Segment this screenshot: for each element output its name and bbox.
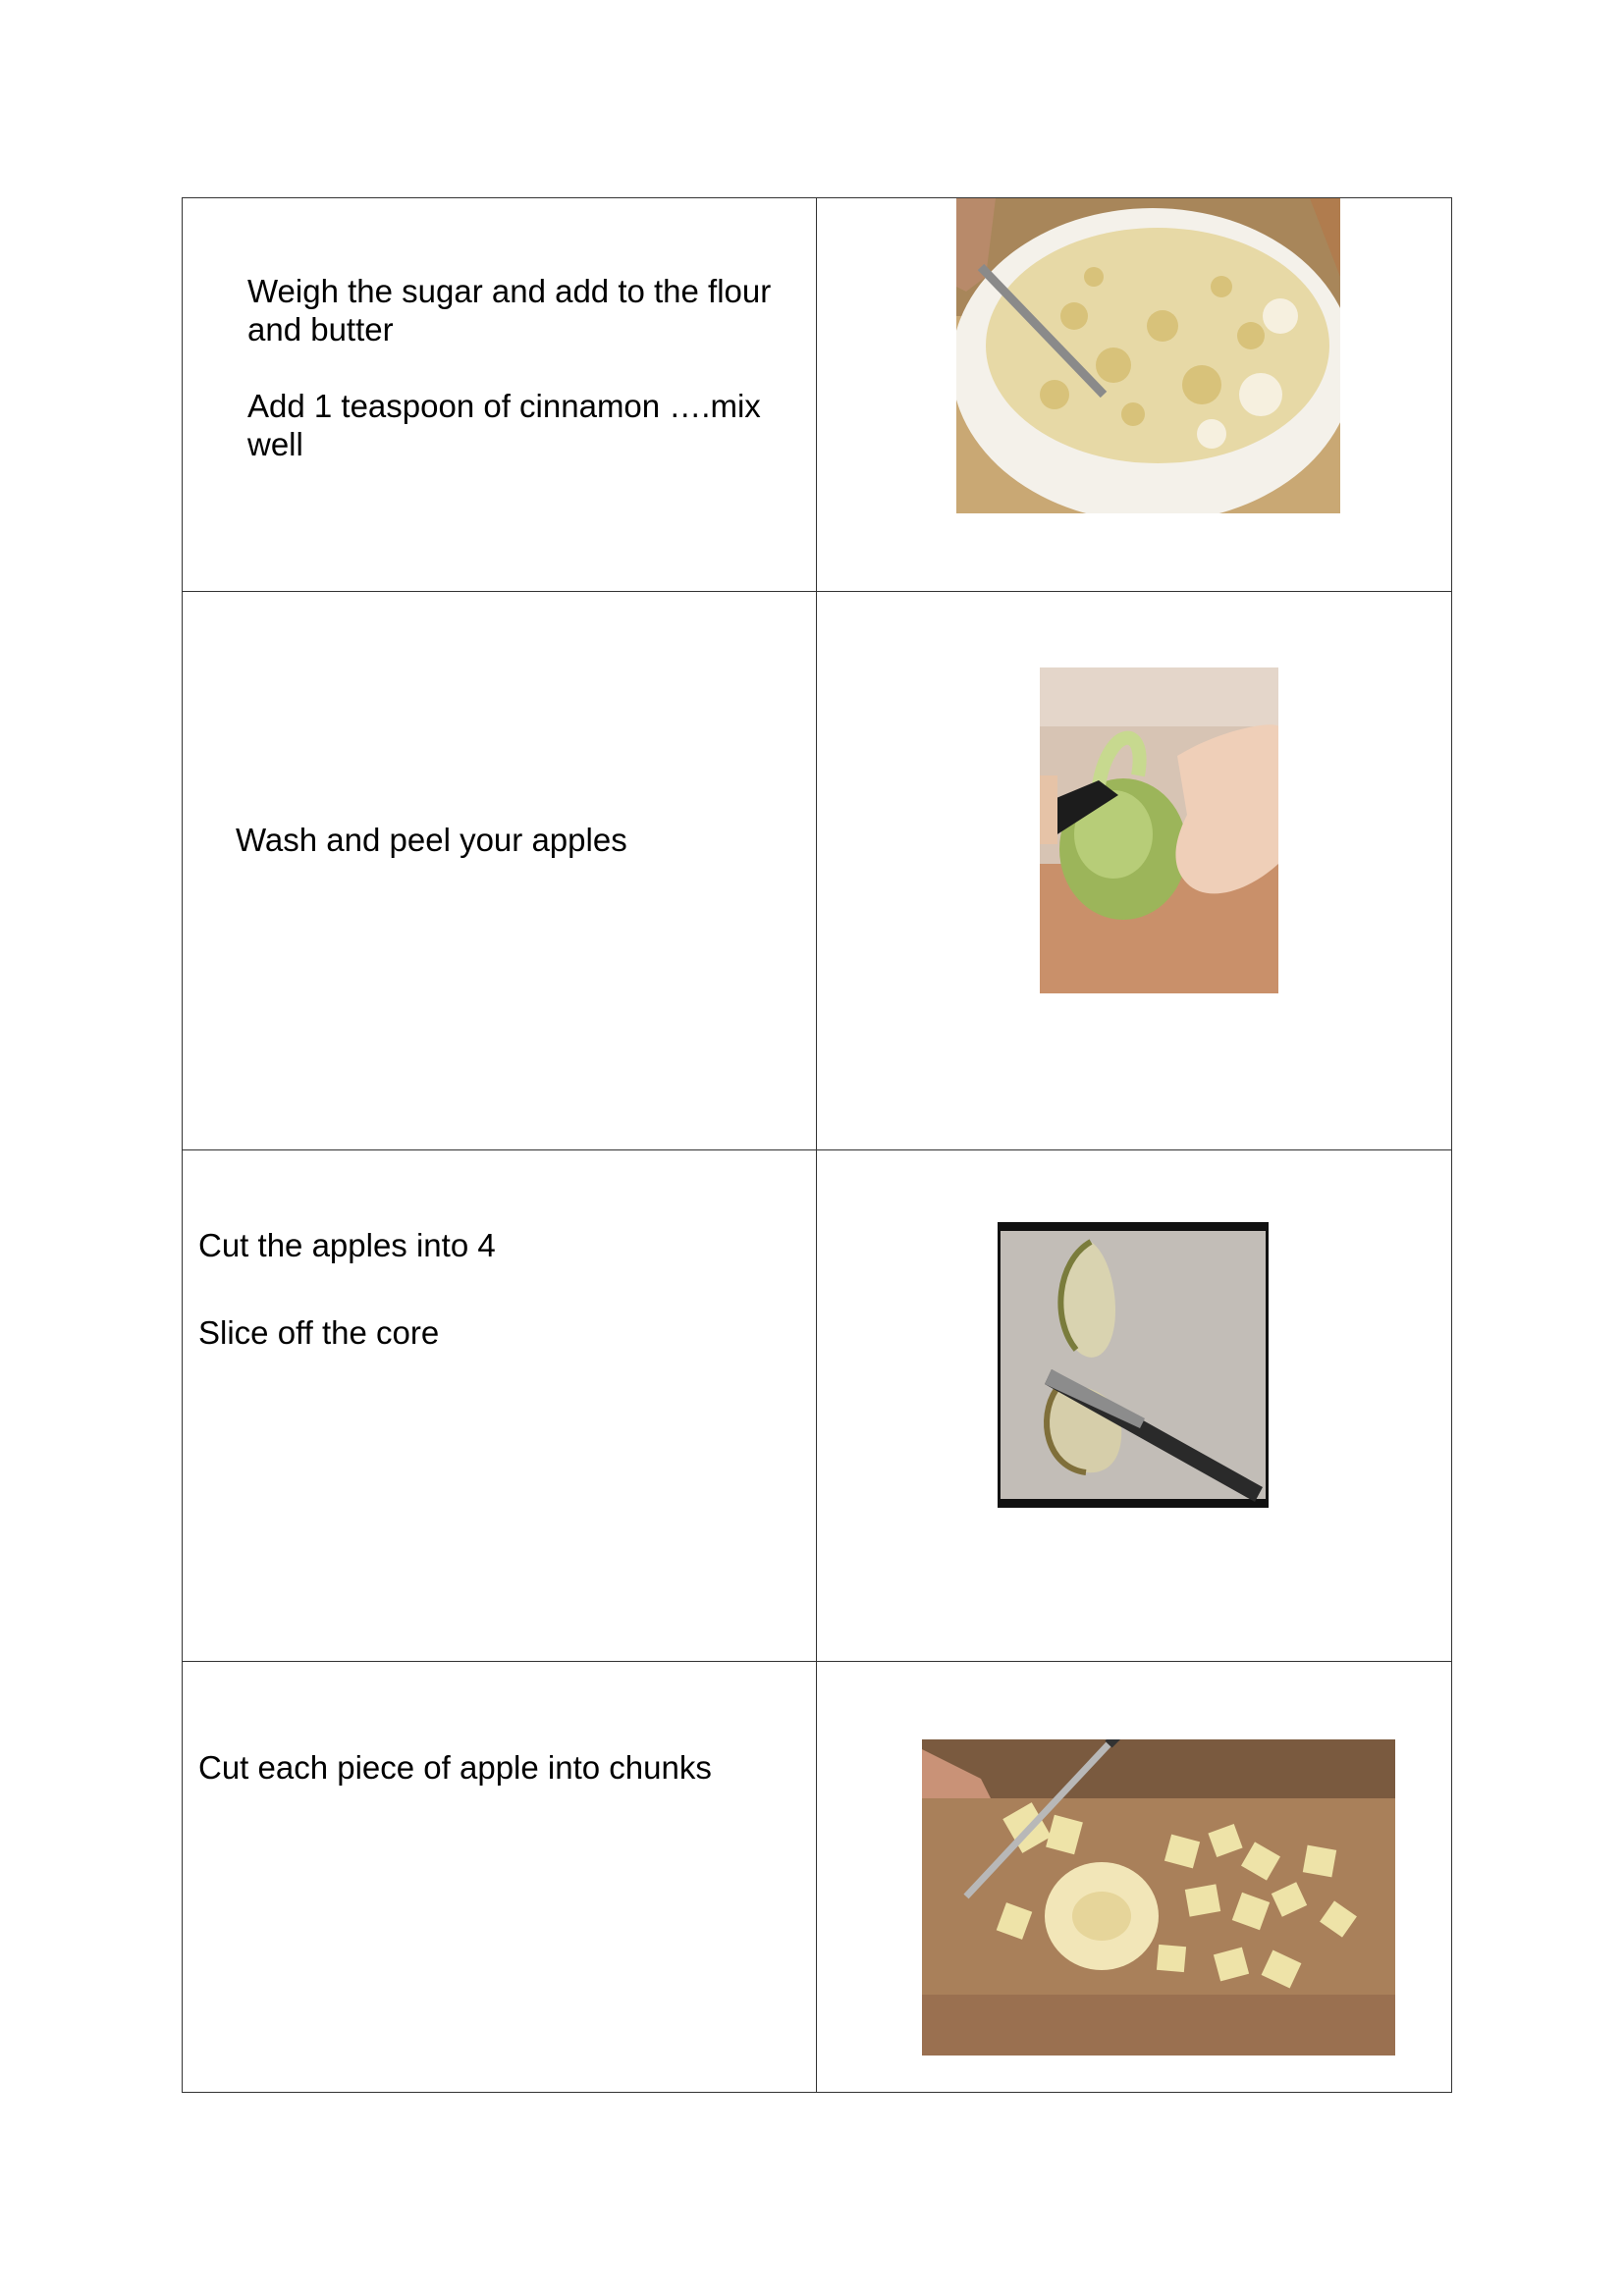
step-instruction: Weigh the sugar and add to the flour and butter xyxy=(247,273,772,347)
mixing-bowl-photo xyxy=(956,198,1340,513)
apple-chunks-photo xyxy=(922,1739,1395,2056)
peeling-apple-photo xyxy=(1040,667,1278,993)
recipe-steps-table xyxy=(182,197,1452,2093)
table-row xyxy=(182,592,1452,1150)
step-text-cell xyxy=(182,197,818,592)
table-row xyxy=(182,1150,1452,1662)
step-text-cell xyxy=(182,592,818,1150)
step-photo-cell xyxy=(816,197,1452,592)
step-instruction: Wash and peel your apples xyxy=(236,822,627,858)
table-row xyxy=(182,197,1452,592)
apple-quarter-core-photo xyxy=(998,1222,1269,1508)
step-instruction: Cut each piece of apple into chunks xyxy=(198,1749,712,1786)
step-text-cell xyxy=(182,1662,818,2093)
step-photo-cell xyxy=(816,592,1452,1150)
step-photo-cell xyxy=(816,1150,1452,1662)
step-photo-cell xyxy=(816,1662,1452,2093)
step-instruction: Cut the apples into 4 xyxy=(198,1227,496,1263)
step-text-cell xyxy=(182,1150,818,1662)
step-instruction: Add 1 teaspoon of cinnamon ….mix well xyxy=(247,388,761,462)
step-instruction: Slice off the core xyxy=(198,1314,440,1351)
table-row xyxy=(182,1662,1452,2093)
